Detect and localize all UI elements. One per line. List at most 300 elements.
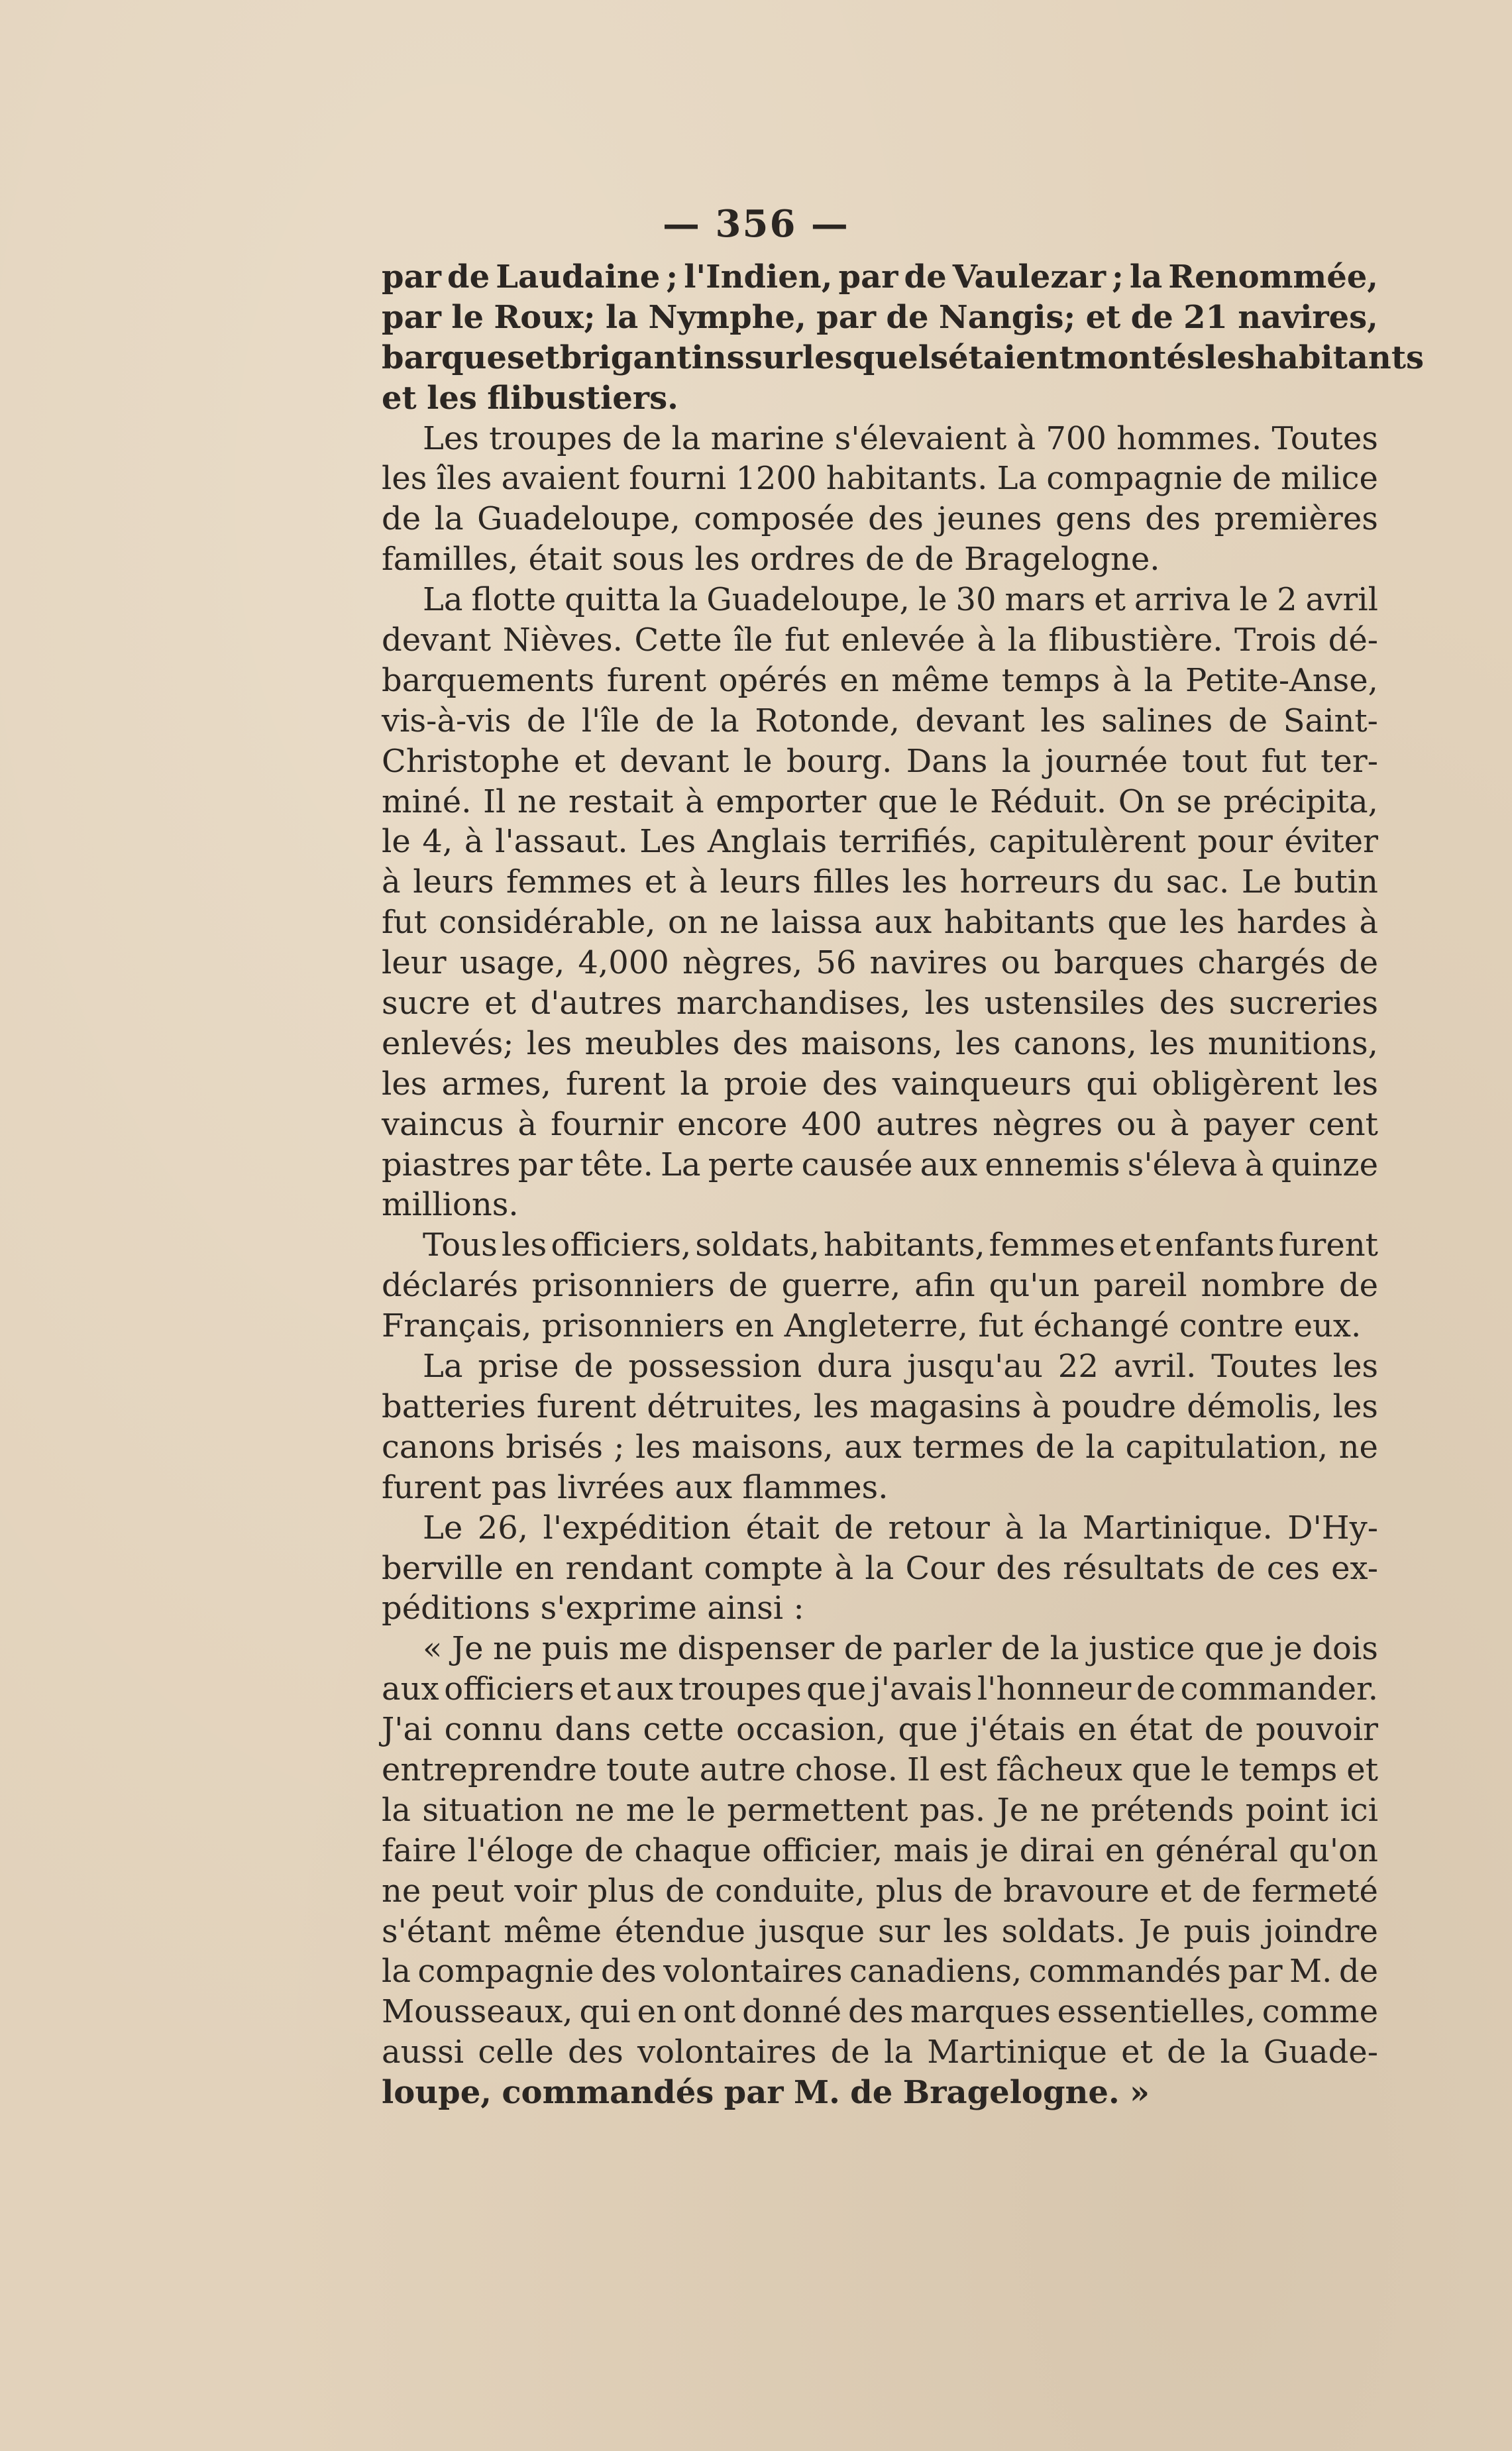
word: barques [382, 339, 525, 376]
word: que [1107, 904, 1167, 942]
word: arriva [1134, 581, 1231, 619]
text-line [382, 1629, 1378, 1669]
word: ne [575, 1791, 615, 1829]
word: livrées [557, 1468, 665, 1506]
word: furent [1278, 1226, 1378, 1264]
word: péditions [382, 1590, 531, 1627]
word: la [680, 1065, 710, 1103]
word: par [838, 258, 898, 296]
word: brigantins [559, 339, 745, 376]
word: navires [869, 944, 988, 982]
word: la [605, 298, 639, 336]
word: navires, [1238, 298, 1378, 336]
word: voir [514, 1872, 577, 1910]
word: à [834, 1549, 854, 1587]
word: Le [1241, 863, 1282, 901]
word: le [1239, 581, 1269, 619]
word: état [1128, 1711, 1193, 1749]
word: ne [517, 783, 557, 820]
word: et [524, 339, 560, 376]
word: par [1228, 1953, 1283, 1990]
word: qui [1086, 1065, 1138, 1103]
text-line [382, 539, 1378, 580]
word: soldats. [1001, 1912, 1126, 1950]
word: la [865, 1549, 894, 1587]
word: aux [382, 1670, 439, 1708]
word: fut [382, 904, 427, 942]
word: des [568, 2034, 623, 2071]
word: proie [724, 1065, 808, 1103]
word: pareil [1093, 1267, 1187, 1305]
word: justice [1089, 1630, 1195, 1668]
word: je [979, 1831, 1009, 1869]
word: leur [382, 944, 447, 982]
word: de [1338, 1267, 1378, 1305]
word: et [574, 742, 606, 780]
word: retour [888, 1509, 990, 1547]
word: On [1118, 783, 1165, 820]
word: femmes [989, 1226, 1115, 1264]
text-line [382, 1064, 1378, 1105]
word: des [848, 1993, 904, 2031]
word: usage, [459, 944, 565, 982]
word: à [464, 823, 484, 861]
word: la [1129, 258, 1163, 296]
word: contre [1179, 1307, 1284, 1345]
word: compagnie [417, 1953, 594, 1990]
text-line [382, 1669, 1378, 1710]
word: la [884, 2034, 914, 2071]
word: des [822, 1065, 878, 1103]
word: sous [612, 541, 684, 578]
word: premières [1214, 500, 1378, 538]
word: capitulation, [1125, 1428, 1328, 1466]
word: ; [614, 1428, 625, 1466]
word: et [1121, 2034, 1153, 2071]
word: marine [710, 419, 825, 457]
word: La [661, 1146, 701, 1183]
word: quitta [565, 581, 661, 619]
word: avril. [1113, 1348, 1197, 1386]
word: de [843, 1630, 883, 1668]
word: guerre, [781, 1267, 901, 1305]
word: Saint- [1283, 702, 1378, 739]
word: aux [844, 1428, 902, 1466]
word: magasins [869, 1388, 1022, 1425]
word: Français, [382, 1307, 532, 1345]
word: Il [906, 1751, 930, 1788]
word: munitions, [1207, 1024, 1378, 1062]
word: Guadeloupe, [706, 581, 910, 619]
word: les [902, 863, 947, 901]
word: montés [1073, 339, 1205, 376]
word: l'expédition [543, 1509, 731, 1547]
word: les [813, 1388, 859, 1425]
word: Les [639, 823, 696, 861]
word: cette [643, 1711, 724, 1749]
word: Petite-Anse, [1185, 661, 1378, 699]
word: ou [1116, 1105, 1156, 1143]
word: furent [565, 1065, 666, 1103]
word: par [517, 1146, 573, 1183]
word: que [806, 1670, 867, 1708]
word: la [1085, 1428, 1115, 1466]
word: D'Hy- [1287, 1509, 1378, 1547]
word: commander. [1180, 1670, 1378, 1708]
word: canadiens, [849, 1953, 1022, 1990]
word: horreurs [959, 863, 1101, 901]
word: les [1332, 1388, 1378, 1425]
word: piastres [382, 1146, 511, 1183]
word: l'éloge [467, 1831, 574, 1869]
word: Cette [634, 622, 722, 659]
word: général [1155, 1831, 1278, 1869]
word: devant [382, 622, 492, 659]
word: restait [568, 783, 674, 820]
word: à [1359, 904, 1378, 942]
word: et [1119, 1226, 1151, 1264]
word: de [1216, 1549, 1256, 1587]
word: devant [915, 702, 1025, 739]
word: faire [382, 1831, 457, 1869]
word: que [898, 1711, 958, 1749]
word: aux [920, 1146, 978, 1183]
text-line [382, 1831, 1378, 1871]
word: l'assaut. [495, 823, 628, 861]
word: dura [817, 1348, 892, 1386]
word: perte [708, 1146, 794, 1183]
word: les [1179, 904, 1225, 942]
word: les [943, 1912, 989, 1950]
word: de [382, 500, 421, 538]
word: Nymphe, [648, 298, 806, 336]
word: terrifiés, [838, 823, 977, 861]
word: l'île [581, 702, 640, 739]
word: marchandises, [676, 985, 911, 1022]
text-line [382, 1468, 1378, 1508]
word: des [1159, 985, 1215, 1022]
word: de [622, 419, 662, 457]
word: Angleterre, [784, 1307, 968, 1345]
word: en [514, 1549, 555, 1587]
word: les [1332, 1065, 1378, 1103]
word: les [1040, 702, 1086, 739]
word: commandés [502, 2074, 714, 2112]
word: en [637, 1993, 676, 2031]
word: autre [699, 1751, 786, 1788]
word: Les [423, 419, 479, 457]
word: Il [483, 783, 506, 820]
word: 400 [801, 1105, 863, 1143]
word: milice [1281, 460, 1378, 498]
word: les [955, 1024, 1001, 1062]
word: de [526, 702, 567, 739]
word: et [1160, 1872, 1192, 1910]
word: autres [876, 1105, 979, 1143]
word: les [635, 1428, 681, 1466]
word: femmes [506, 863, 633, 901]
word: chargés [1197, 944, 1326, 982]
word: ex- [1331, 1549, 1378, 1587]
word: devant [620, 742, 729, 780]
word: qu'un [989, 1267, 1080, 1305]
word: meubles [584, 1024, 720, 1062]
word: officiers [444, 1670, 574, 1708]
word: 30 [955, 581, 997, 619]
word: mars [1004, 581, 1086, 619]
text-line [382, 1871, 1378, 1912]
word: Le [423, 1509, 463, 1547]
word: ordres [750, 541, 855, 578]
word: de [865, 541, 905, 578]
word: Réduit. [990, 783, 1107, 820]
word: conduite, [715, 1872, 865, 1910]
word: et [579, 1670, 612, 1708]
word: 4,000 [578, 944, 669, 982]
word: aux [874, 904, 932, 942]
word: le [451, 298, 484, 336]
word: ces [1266, 1549, 1320, 1587]
word: dé- [1328, 622, 1378, 659]
word: prisonniers [531, 1267, 715, 1305]
word: habitants [944, 904, 1095, 942]
word: le [949, 783, 979, 820]
word: armes, [441, 1065, 551, 1103]
word: comme [1262, 1993, 1378, 2031]
word: Nangis; [938, 298, 1076, 336]
word: de [953, 1872, 993, 1910]
text-line [382, 1266, 1378, 1306]
text-line [382, 1588, 1378, 1629]
word: est [939, 1751, 987, 1788]
word: 56 [816, 944, 857, 982]
word: de [1202, 1872, 1242, 1910]
page-number: — 356 — [663, 202, 849, 246]
word: fermeté [1252, 1872, 1378, 1910]
word: avaient [501, 460, 620, 498]
text-line [382, 822, 1378, 862]
text-line [382, 2073, 1378, 2113]
word: la [671, 419, 701, 457]
word: de [904, 258, 947, 296]
word: pour [1197, 823, 1273, 861]
text-line [382, 257, 1378, 298]
word: habitants. [826, 460, 988, 498]
word: ou [1000, 944, 1041, 982]
word: le [743, 742, 773, 780]
word: termes [912, 1428, 1025, 1466]
word: s'exprime [540, 1590, 697, 1627]
word: pouvoir [1256, 1711, 1378, 1749]
word: de [1136, 1670, 1175, 1708]
word: les [1150, 1024, 1195, 1062]
word: qui [579, 1993, 631, 2031]
word: La [423, 581, 463, 619]
word: qu'on [1289, 1831, 1378, 1869]
word: jusqu'au [907, 1348, 1043, 1386]
word: fut [1261, 742, 1307, 780]
text-line [382, 1790, 1378, 1831]
word: Dans [906, 742, 988, 780]
word: ainsi [707, 1590, 784, 1627]
word: ter- [1321, 742, 1378, 780]
word: cent [1308, 1105, 1378, 1143]
word: résultats [1063, 1549, 1205, 1587]
word: entreprendre [382, 1751, 598, 1788]
word: îles [436, 460, 492, 498]
word: Martinique. [1082, 1509, 1273, 1547]
word: hommes. [1116, 419, 1262, 457]
word: enfants [1155, 1226, 1275, 1264]
word: étendue [614, 1912, 745, 1950]
word: « [423, 1630, 443, 1668]
word: filles [813, 863, 890, 901]
word: batteries [382, 1388, 526, 1425]
word: Trois [1234, 622, 1317, 659]
word: à [685, 783, 704, 820]
text-line [382, 1225, 1378, 1266]
text-line [382, 1710, 1378, 1750]
word: ici [1340, 1791, 1378, 1829]
word: de [834, 1509, 874, 1547]
word: poudre [1061, 1388, 1176, 1425]
word: butin [1293, 863, 1378, 901]
text-line [382, 862, 1378, 902]
word: laissa [771, 904, 863, 942]
word: à [517, 1105, 537, 1143]
word: leurs [413, 863, 494, 901]
word: de [1167, 2034, 1207, 2071]
word: aux [675, 1468, 733, 1506]
word: déclarés [382, 1267, 518, 1305]
word: temps [1001, 661, 1101, 699]
word: Laudaine [496, 258, 661, 296]
word: sucre [382, 985, 470, 1022]
word: la [669, 581, 698, 619]
word: en [1077, 1711, 1117, 1749]
word: à [977, 622, 996, 659]
word: maisons, [800, 1024, 943, 1062]
word: ne [720, 904, 759, 942]
word: berville [382, 1549, 504, 1587]
word: à [1244, 1146, 1264, 1183]
text-line [382, 1024, 1378, 1064]
word: aussi [382, 2034, 464, 2071]
word: bourg. [786, 742, 892, 780]
word: fournir [551, 1105, 663, 1143]
word: sucreries [1228, 985, 1378, 1022]
word: et [644, 863, 676, 901]
word: ne [493, 1630, 533, 1668]
word: de [655, 702, 695, 739]
word: 21 [1183, 298, 1228, 336]
word: 1200 [735, 460, 817, 498]
word: la [382, 1953, 411, 1990]
word: de [1130, 298, 1173, 336]
word: furent [606, 661, 706, 699]
word: éviter [1284, 823, 1378, 861]
word: de [1338, 1953, 1378, 1990]
word: barquements [382, 661, 595, 699]
word: détruites, [647, 1388, 803, 1425]
word: que [878, 783, 938, 820]
text-line [382, 1185, 1378, 1225]
text-line [382, 459, 1378, 499]
word: miné. [382, 783, 472, 820]
word: maisons, [691, 1428, 834, 1466]
word: habitants, [823, 1226, 985, 1264]
word: les [1205, 339, 1255, 376]
word: s'élevaient [834, 419, 1007, 457]
word: sur [744, 339, 802, 376]
word: habitants [1254, 339, 1425, 376]
word: permettent [727, 1791, 908, 1829]
word: situation [422, 1791, 564, 1829]
word: prisonniers [541, 1307, 725, 1345]
body-text [382, 257, 1425, 2113]
text-line [382, 1306, 1378, 1346]
word: furent [382, 1468, 482, 1506]
word: familles, [382, 541, 519, 578]
word: journée [1045, 742, 1168, 780]
text-line [382, 580, 1378, 620]
word: essentielles, [1057, 1993, 1256, 2031]
word: Christophe [382, 742, 560, 780]
word: Rotonde, [755, 702, 900, 739]
word: compagnie [1046, 460, 1223, 498]
word: : [793, 1590, 804, 1627]
word: s'étant [382, 1912, 491, 1950]
word: de [665, 1872, 705, 1910]
word: leurs [720, 863, 801, 901]
word: les [1332, 1348, 1378, 1386]
word: des [732, 1024, 788, 1062]
word: de [447, 258, 490, 296]
text-line [382, 338, 1425, 378]
word: en [734, 1307, 775, 1345]
word: à [1169, 1105, 1189, 1143]
word: Toutes [1271, 419, 1378, 457]
word: fut [784, 622, 830, 659]
word: Roux; [494, 298, 596, 336]
word: toute [606, 1751, 690, 1788]
word: le [686, 1791, 716, 1829]
word: des [600, 1953, 657, 1990]
word: troupes [489, 419, 612, 457]
word: des [996, 1549, 1052, 1587]
text-line [382, 1549, 1378, 1589]
word: précipita, [1223, 783, 1378, 820]
word: de [1228, 702, 1268, 739]
word: ne [1338, 1428, 1378, 1466]
word: le [382, 823, 411, 861]
text-line [382, 1346, 1378, 1387]
word: 22 [1057, 1348, 1099, 1386]
word: Toutes [1211, 1348, 1318, 1386]
word: composée [694, 500, 855, 538]
word: officier, [762, 1831, 883, 1869]
word: Bragelogne. [964, 541, 1160, 578]
word: et [382, 379, 417, 417]
word: Je [997, 1791, 1029, 1829]
word: sac. [1165, 863, 1230, 901]
word: enlevée [841, 622, 965, 659]
word: barques [1053, 944, 1185, 982]
word: connu [444, 1711, 543, 1749]
word: ne [1040, 1791, 1079, 1829]
word: pas. [919, 1791, 986, 1829]
text-line [382, 701, 1378, 741]
